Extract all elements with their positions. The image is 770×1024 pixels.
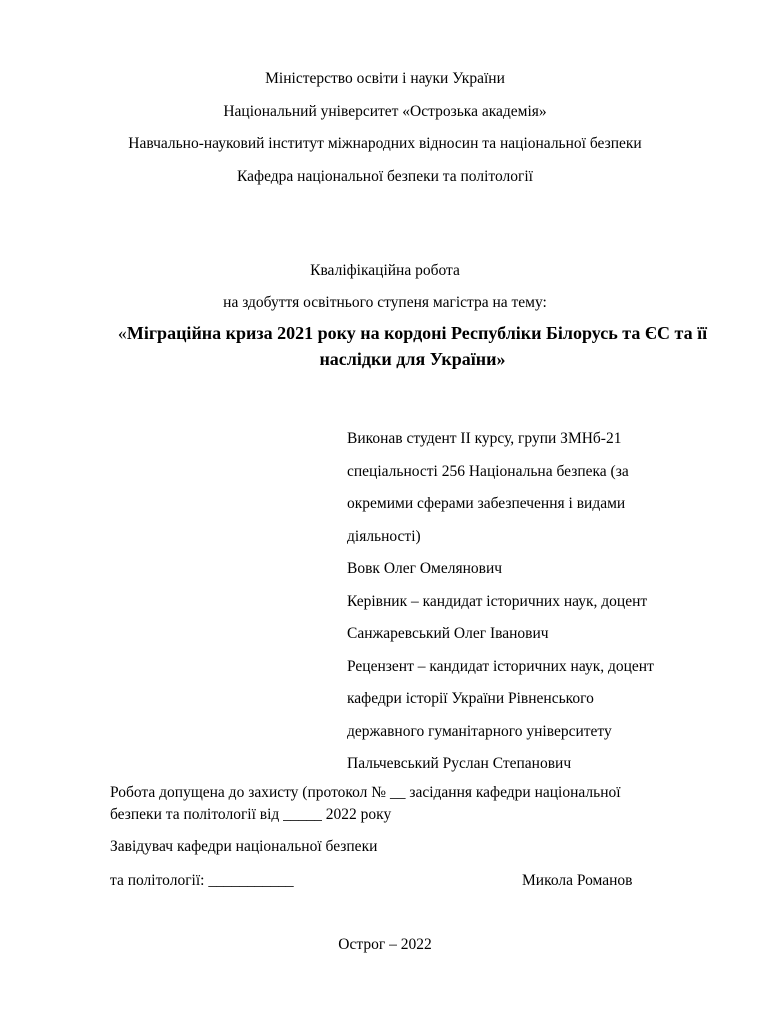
admission-line-2: безпеки та політології від _____ 2022 року [110,806,392,823]
author-line: спеціальності 256 Національна безпека (за [347,462,629,480]
reviewer-line: Рецензент – кандидат історичних наук, доцент [347,657,654,675]
author-name: Вовк Олег Омелянович [347,560,503,577]
reviewer-name: Пальчевський Руслан Степанович [347,755,572,772]
head-of-department-line-2: та політології: ___________ [110,872,294,889]
title-open-quote: « [117,323,127,343]
supervisor-name: Санжаревський Олег Іванович [347,625,549,642]
head-of-department-line-1: Завідувач кафедри національної безпеки [110,838,378,855]
ministry-line: Міністерство освіти і науки України [265,70,505,87]
place-year: Острог – 2022 [338,936,432,953]
institute-line: Навчально-науковий інститут міжнародних відносин та національної безпеки [128,135,642,152]
thesis-title [100,320,725,372]
work-type: Кваліфікаційна робота [310,262,460,279]
department-line: Кафедра національної безпеки та політології [237,168,533,185]
admission-line-1: Робота допущена до захисту (протокол № __ засідання кафедри національної [110,784,621,801]
author-block [347,428,727,786]
degree-line: на здобуття освітнього ступеня магістра на тему: [223,294,547,311]
author-line: Виконав студент ІІ курсу, групи ЗМНб-21 [347,430,622,447]
supervisor-line: Керівник – кандидат історичних наук, доцент [347,592,648,610]
author-line: окремими сферами забезпечення і видами [347,495,626,512]
head-of-department-name: Микола Романов [522,872,633,889]
reviewer-line: державного гуманітарного університету [347,722,612,740]
thesis-title-text: Міграційна криза 2021 року на кордоні Республіки Білорусь та ЄС та її наслідки для України» [126,323,708,369]
author-line: діяльності) [347,527,421,545]
reviewer-line: кафедри історії України Рівненського [347,690,594,707]
university-line: Національний університет «Острозька академія» [223,103,547,120]
